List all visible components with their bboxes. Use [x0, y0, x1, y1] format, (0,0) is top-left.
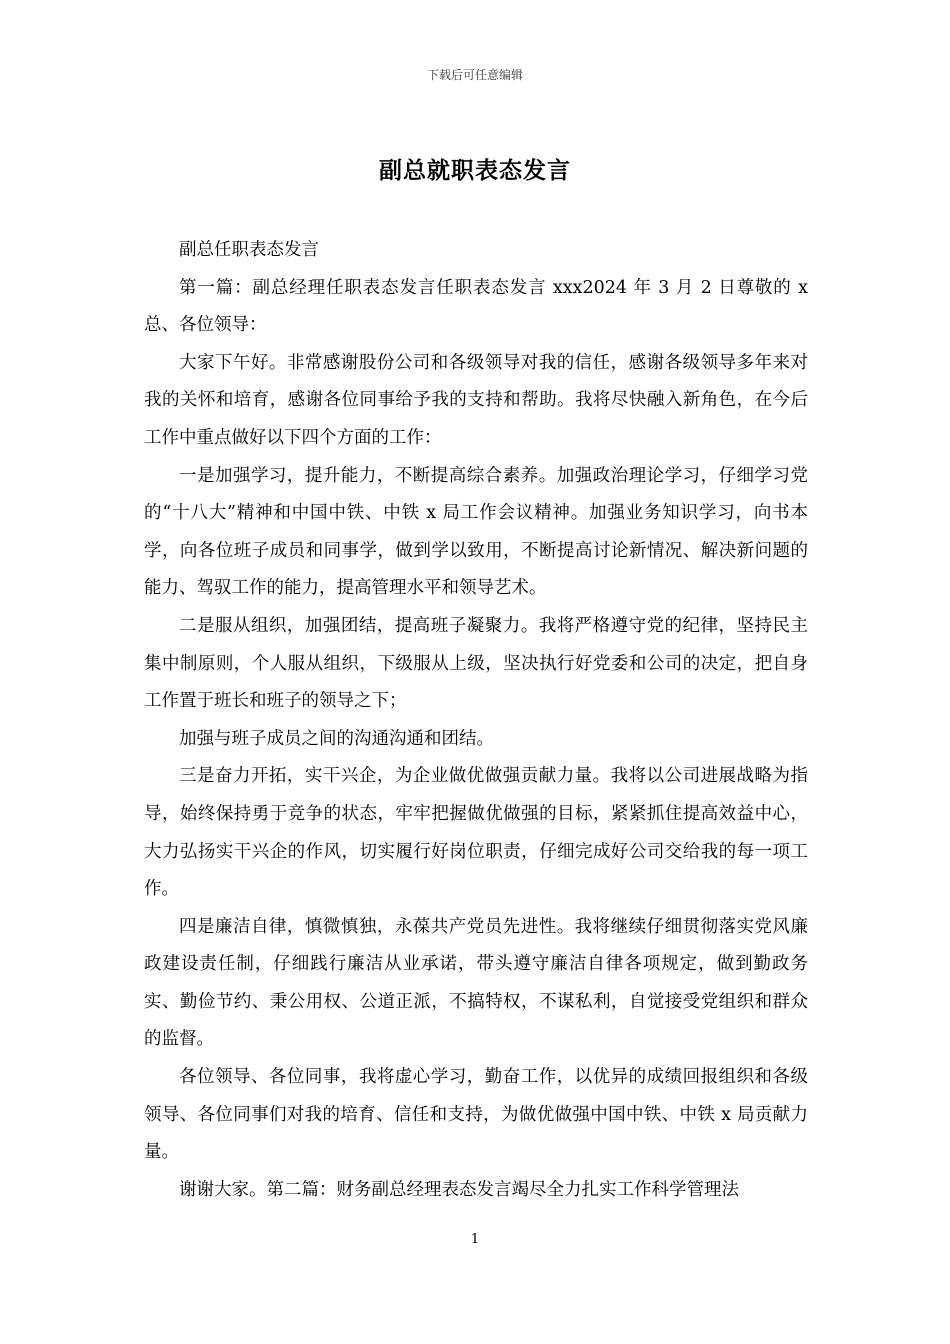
paragraph: 副总任职表态发言 — [179, 240, 319, 260]
paragraph: 一是加强学习，提升能力，不断提高综合素养。加强政治理论学习，仔细学习党的“十八大”精神和中国中铁、中铁 x 局工作会议精神。加强业务知识学习，向书本学，向各位班子成员和同事学，做到学以致用，不断提高讨论新情况、解决新问题的能力、驾驭工作的能力，提高管理水平和领导艺术。 — [144, 465, 808, 599]
paragraph: 三是奋力开拓，实干兴企，为企业做优做强贡献力量。我将以公司进展战略为指导，始终保持勇于竞争的状态，牢牢把握做优做强的目标，紧紧抓住提高效益中心，大力弘扬实干兴企的作风，切实履行好岗位职责，仔细完成好公司交给我的每一项工作。 — [144, 766, 808, 900]
page-number: 1 — [470, 1232, 480, 1247]
paragraph: 二是服从组织，加强团结，提高班子凝聚力。我将严格遵守党的纪律，坚持民主集中制原则，个人服从组织，下级服从上级，坚决执行好党委和公司的决定，把自身工作置于班长和班子的领导之下； — [144, 615, 808, 712]
page-header: 下载后可任意编辑 — [426, 68, 523, 82]
paragraph: 各位领导、各位同事，我将虚心学习，勤奋工作，以优异的成绩回报组织和各级领导、各位同事们对我的培育、信任和支持，为做优做强中国中铁、中铁 x 局贡献力量。 — [144, 1067, 808, 1163]
paragraph: 加强与班子成员之间的沟通沟通和团结。 — [179, 728, 494, 749]
document-title: 副总就职表态发言 — [379, 157, 571, 184]
paragraph: 谢谢大家。第二篇：财务副总经理表态发言竭尽全力扎实工作科学管理法 — [179, 1179, 739, 1200]
document-body — [144, 232, 808, 1209]
paragraph: 大家下午好。非常感谢股份公司和各级领导对我的信任，感谢各级领导多年来对我的关怀和培育，感谢各位同事给予我的支持和帮助。我将尽快融入新角色，在今后工作中重点做好以下四个方面的工作： — [144, 352, 808, 448]
paragraph: 四是廉洁自律，慎微慎独，永葆共产党员先进性。我将继续仔细贯彻落实党风廉政建设责任制，仔细践行廉洁从业承诺，带头遵守廉洁自律各项规定，做到勤政务实、勤俭节约、秉公用权、公道正派，不搞特权，不谋私利，自觉接受党组织和群众的监督。 — [144, 916, 808, 1050]
paragraph: 第一篇：副总经理任职表态发言任职表态发言 xxx2024 年 3 月 2 日尊敬的 x 总、各位领导： — [144, 277, 808, 336]
